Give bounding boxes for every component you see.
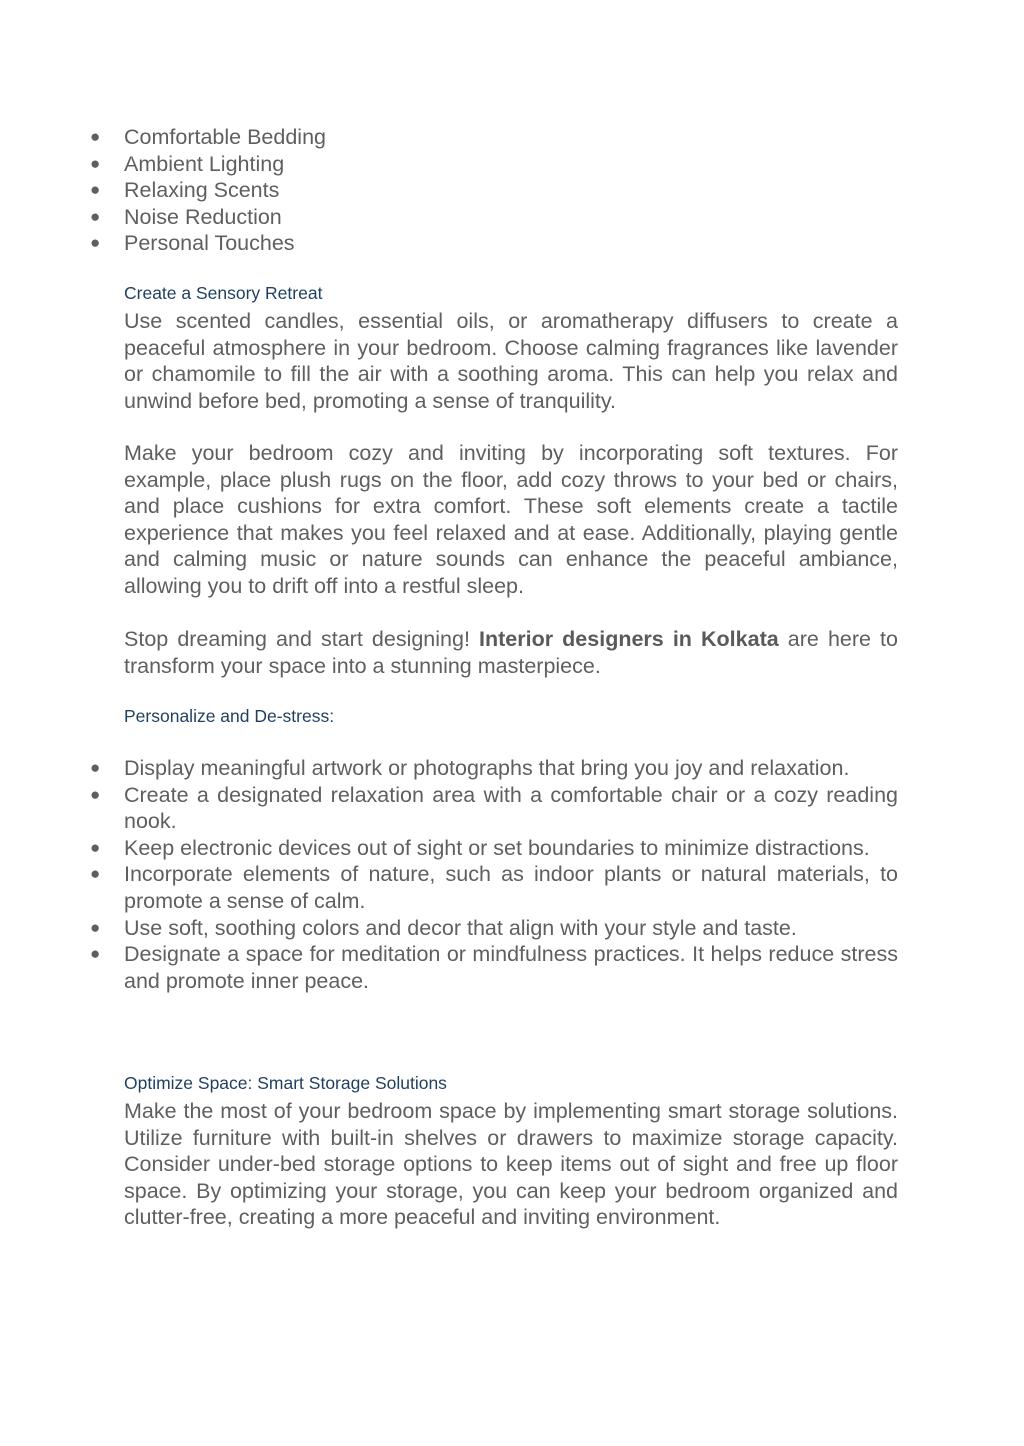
list-item-text: Ambient Lighting: [124, 151, 285, 176]
list-item: [90, 230, 898, 257]
personalize-tips-list: [90, 755, 898, 994]
list-item-text: Noise Reduction: [124, 204, 282, 229]
paragraph-scents: Use scented candles, essential oils, or aromatherapy diffusers to create a peaceful atmosphere in your bedroom. Choose calming fragrances like lavender or chamomile to fill the air with a soothing aroma. This can help you relax and unwind before bed, promoting a sense of tranquility.: [124, 309, 898, 413]
bullet-icon: ●: [90, 837, 101, 857]
bedroom-essentials-list: [90, 124, 898, 257]
list-item-text: Designate a space for meditation or mindfulness practices. It helps reduce stress and promote inner peace.: [124, 942, 898, 993]
list-item-text: Relaxing Scents: [124, 178, 280, 203]
list-item: [90, 861, 898, 914]
list-item: [90, 177, 898, 204]
bullet-icon: ●: [90, 153, 101, 173]
cta-text-after: are here to transform your space into a stunning masterpiece.: [124, 627, 898, 678]
section-heading-sensory-retreat: Create a Sensory Retreat: [124, 283, 323, 303]
bullet-icon: ●: [90, 180, 101, 200]
list-item: [90, 755, 898, 782]
list-item: [90, 915, 898, 942]
list-item: [90, 151, 898, 178]
bullet-icon: ●: [90, 944, 101, 964]
list-item: [90, 782, 898, 835]
list-item: [90, 941, 898, 994]
bullet-icon: ●: [90, 233, 101, 253]
bullet-icon: ●: [90, 206, 101, 226]
list-item-text: Keep electronic devices out of sight or set boundaries to minimize distractions.: [124, 835, 870, 860]
section-heading-storage: Optimize Space: Smart Storage Solutions: [124, 1073, 447, 1093]
bullet-icon: ●: [90, 917, 101, 937]
call-to-action-paragraph: [124, 626, 898, 679]
list-item: [90, 835, 898, 862]
bullet-icon: ●: [90, 864, 101, 884]
list-item-text: Display meaningful artwork or photographs that bring you joy and relaxation.: [124, 756, 850, 780]
list-item: [90, 204, 898, 231]
list-item-text: Comfortable Bedding: [124, 125, 326, 149]
list-item-text: Personal Touches: [124, 231, 295, 256]
bullet-icon: ●: [90, 784, 101, 804]
cta-bold-keyword: Interior designers in Kolkata: [479, 627, 779, 651]
paragraph-textures: Make your bedroom cozy and inviting by incorporating soft textures. For example, place plush rugs on the floor, add cozy throws to your bed or chairs, and place cushions for extra comfort. These soft elements create a tactile experience that makes you feel relaxed and at ease. Additionally, playing gentle and calming music or nature sounds can enhance the peaceful ambiance, allowing you to drift off into a restful sleep.: [124, 441, 898, 598]
list-item-text: Incorporate elements of nature, such as indoor plants or natural materials, to promote a sense of calm.: [124, 862, 898, 913]
cta-text-before: Stop dreaming and start designing!: [124, 627, 480, 651]
section-heading-personalize: Personalize and De-stress:: [124, 706, 335, 726]
list-item-text: Create a designated relaxation area with a comfortable chair or a cozy reading nook.: [124, 782, 898, 834]
bullet-icon: ●: [90, 127, 101, 146]
list-item: [90, 124, 898, 151]
list-item-text: Use soft, soothing colors and decor that align with your style and taste.: [124, 915, 797, 940]
bullet-icon: ●: [90, 758, 101, 777]
paragraph-storage: Make the most of your bedroom space by implementing smart storage solutions. Utilize furniture with built-in shelves or drawers to maximize storage capacity. Consider under-bed storage options to keep items out of sight and free up floor space. By optimizing your storage, you can keep your bedroom organized and clutter-free, creating a more peaceful and inviting environment.: [124, 1099, 898, 1230]
